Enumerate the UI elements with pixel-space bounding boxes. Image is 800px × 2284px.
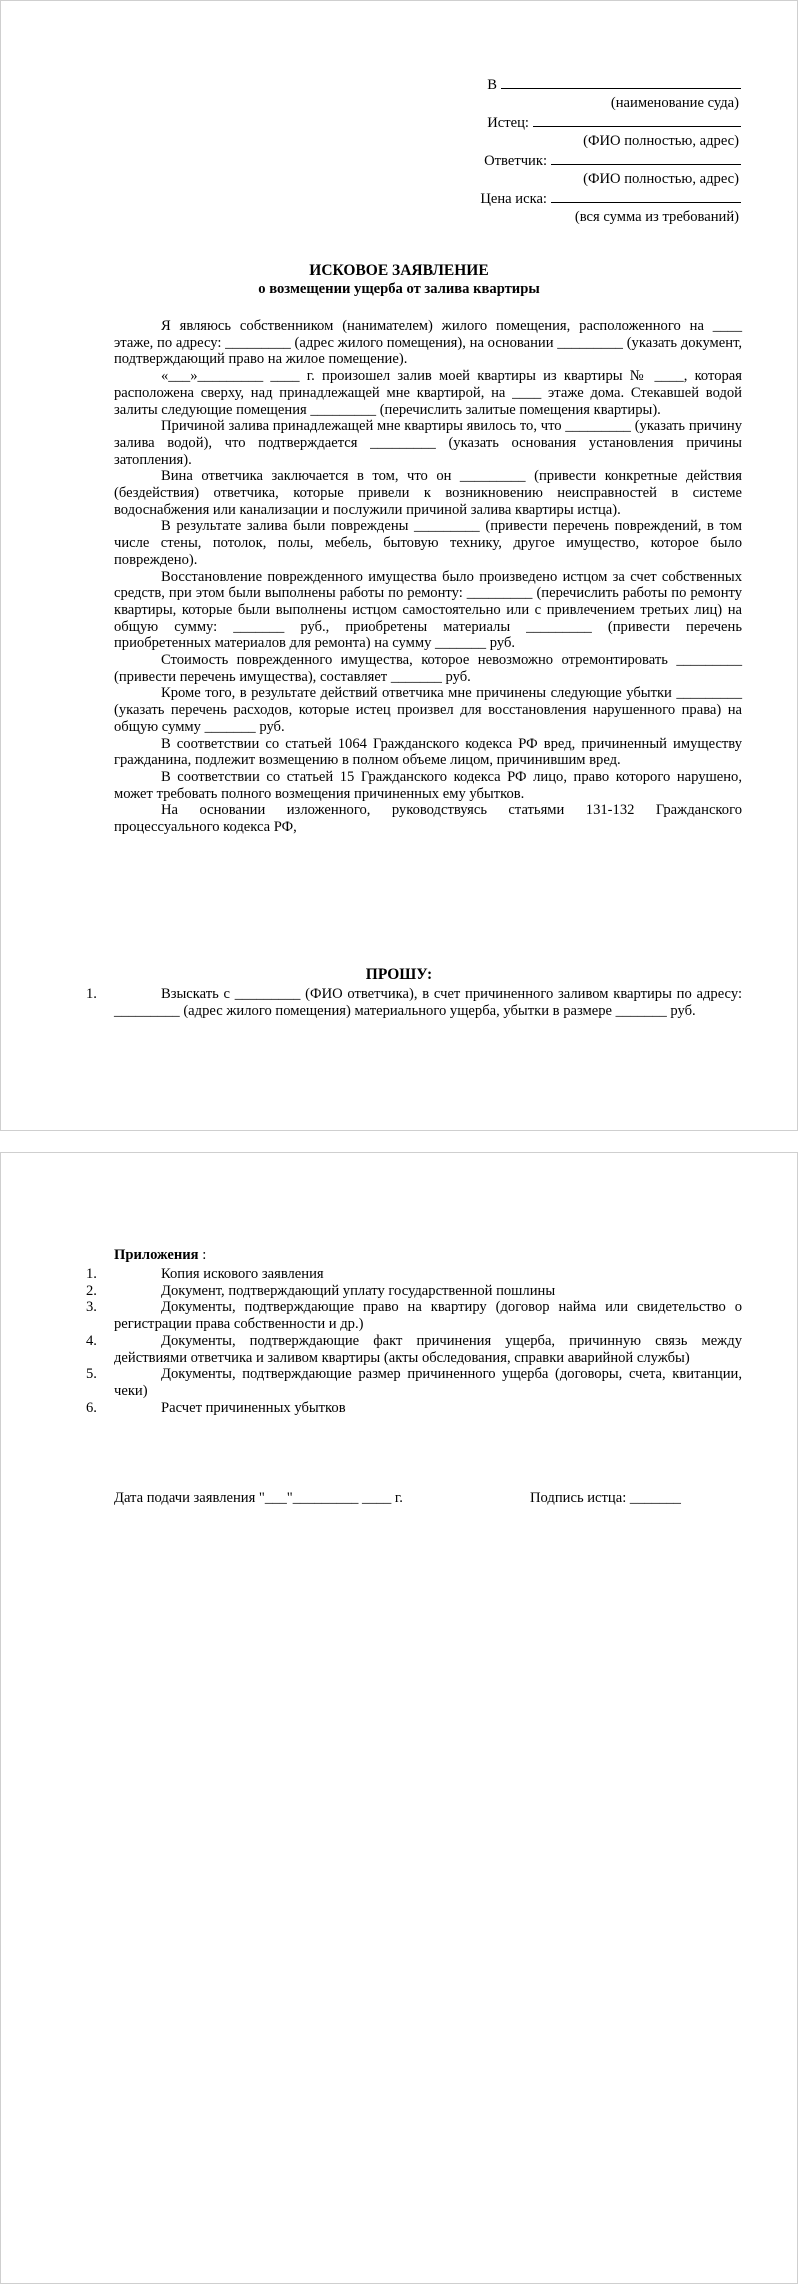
appendix-item (86, 1283, 742, 1300)
appendix-list (86, 1266, 742, 1416)
appendix-title-text: Приложения (114, 1247, 199, 1263)
paragraph: Стоимость поврежденного имущества, которое невозможно отремонтировать _________ (привести перечень имущества), составляет _______ руб. (114, 652, 742, 685)
defendant-line (551, 151, 741, 165)
appendix-title (114, 1247, 206, 1264)
appendix-item-number: 1. (86, 1266, 97, 1282)
filing-date: Дата подачи заявления "___"_________ ____ г. (114, 1490, 403, 1506)
court-line (501, 75, 741, 89)
plaintiff-label: Истец: (487, 115, 529, 131)
appendix-item (86, 1266, 742, 1283)
paragraph: В результате залива были повреждены _________ (привести перечень повреждений, в том числе стены, потолок, полы, мебель, бытовую технику, другое имущество, которое было повреждено). (114, 518, 742, 568)
paragraph: В соответствии со статьей 1064 Гражданского кодекса РФ вред, причиненный имуществу гражданина, подлежит возмещению в полном объеме лицом, причинившим вред. (114, 735, 742, 769)
appendix-item-text: Копия искового заявления (161, 1266, 324, 1282)
court-row (441, 75, 741, 94)
paragraph: Вина ответчика заключается в том, что он _________ (привести конкретные действия (бездействия) ответчика, которые привели к возникновению неисправностей в системе водоснабжения или канализации и послужили причиной залива квартиры истца). (114, 468, 742, 518)
appendix-item-text: Документы, подтверждающие размер причиненного ущерба (договоры, счета, квитанции, чеки) (114, 1366, 742, 1399)
defendant-hint: (ФИО полностью, адрес) (583, 171, 739, 187)
court-hint: (наименование суда) (610, 95, 739, 111)
price-row (441, 189, 741, 208)
request-item-text: Взыскать с _________ (ФИО ответчика), в счет причиненного заливом квартиры по адресу: _________ (адрес жилого помещения) материального ущерба, убытки в размере _______ руб. (114, 986, 742, 1019)
plaintiff-row (441, 113, 741, 132)
paragraph: Я являюсь собственником (нанимателем) жилого помещения, расположенного на ____ этаже, по адресу: _________ (адрес жилого помещения), на основании _________ (указать документ, подтверждающий право на жилое помещение). (114, 318, 742, 368)
paragraph: На основании изложенного, руководствуясь статьями 131-132 Гражданского процессуального кодекса РФ, (114, 802, 742, 836)
plaintiff-hint: (ФИО полностью, адрес) (583, 133, 739, 149)
request-item (86, 986, 742, 1019)
paragraph: В соответствии со статьей 15 Гражданского кодекса РФ лицо, право которого нарушено, может требовать полного возмещения причиненных ему убытков. (114, 768, 742, 802)
defendant-row (441, 151, 741, 170)
document-title: ИСКОВОЕ ЗАЯВЛЕНИЕ (309, 262, 489, 279)
claim-body (114, 318, 742, 836)
appendix-item (86, 1299, 742, 1332)
request-list (86, 986, 742, 1019)
appendix-item-text: Документ, подтверждающий уплату государственной пошлины (161, 1282, 556, 1299)
appendix-title-suffix: : (198, 1247, 207, 1263)
document-subtitle: о возмещении ущерба от залива квартиры (258, 281, 540, 297)
appendix-item-number: 2. (86, 1282, 97, 1299)
price-label: Цена иска: (480, 191, 547, 207)
court-label: В (487, 77, 497, 93)
appendix-item-text: Документы, подтверждающие факт причинения ущерба, причинную связь между действиями ответчика и заливом квартиры (акты обследования, справки аварийной службы) (114, 1332, 742, 1366)
paragraph: Кроме того, в результате действий ответчика мне причинены следующие убытки _________ (указать перечень расходов, которые истец произвел для восстановления нарушенного права) на общую сумму _______ руб. (114, 685, 742, 735)
price-hint: (вся сумма из требований) (574, 209, 739, 225)
defendant-label: Ответчик: (484, 153, 547, 169)
appendix-item-number: 5. (86, 1366, 97, 1383)
request-item-number: 1. (86, 986, 97, 1002)
paragraph: Причиной залива принадлежащей мне квартиры явилось то, что _________ (указать причину залива водой), что подтверждается _________ (указать основания установления причины затопления). (114, 418, 742, 468)
plaintiff-signature: Подпись истца: _______ (530, 1490, 681, 1506)
appendix-item (86, 1333, 742, 1366)
appendix-item-text: Расчет причиненных убытков (161, 1399, 346, 1416)
request-heading: ПРОШУ: (365, 966, 433, 983)
paragraph: Восстановление поврежденного имущества было произведено истцом за счет собственных средств, при этом были выполнены работы по ремонту: _________ (перечислить работы по ремонту квартиры, которые были выполнены истцом самостоятельно или с привлечением третьих лиц) на общую сумму: _______ руб., приобретены материалы _________ (привести перечень приобретенных материалов для ремонта) на сумму _______ руб. (114, 568, 742, 652)
paragraph: «___»_________ ____ г. произошел залив моей квартиры из квартиры № ____, которая расположена сверху, над принадлежащей мне квартирой, на ____ этаже дома. Стекавшей водой залиты следующие помещения _________ (перечислить залитые помещения квартиры). (114, 368, 742, 418)
price-line (551, 189, 741, 203)
appendix-item-number: 3. (86, 1299, 97, 1316)
appendix-item (86, 1366, 742, 1399)
appendix-item-number: 6. (86, 1399, 97, 1416)
appendix-item-text: Документы, подтверждающие право на квартиру (договор найма или свидетельство о регистрации права собственности и др.) (114, 1299, 742, 1333)
plaintiff-line (533, 113, 741, 127)
addressee-block (441, 75, 741, 227)
appendix-item (86, 1400, 742, 1417)
appendix-item-number: 4. (86, 1332, 97, 1349)
